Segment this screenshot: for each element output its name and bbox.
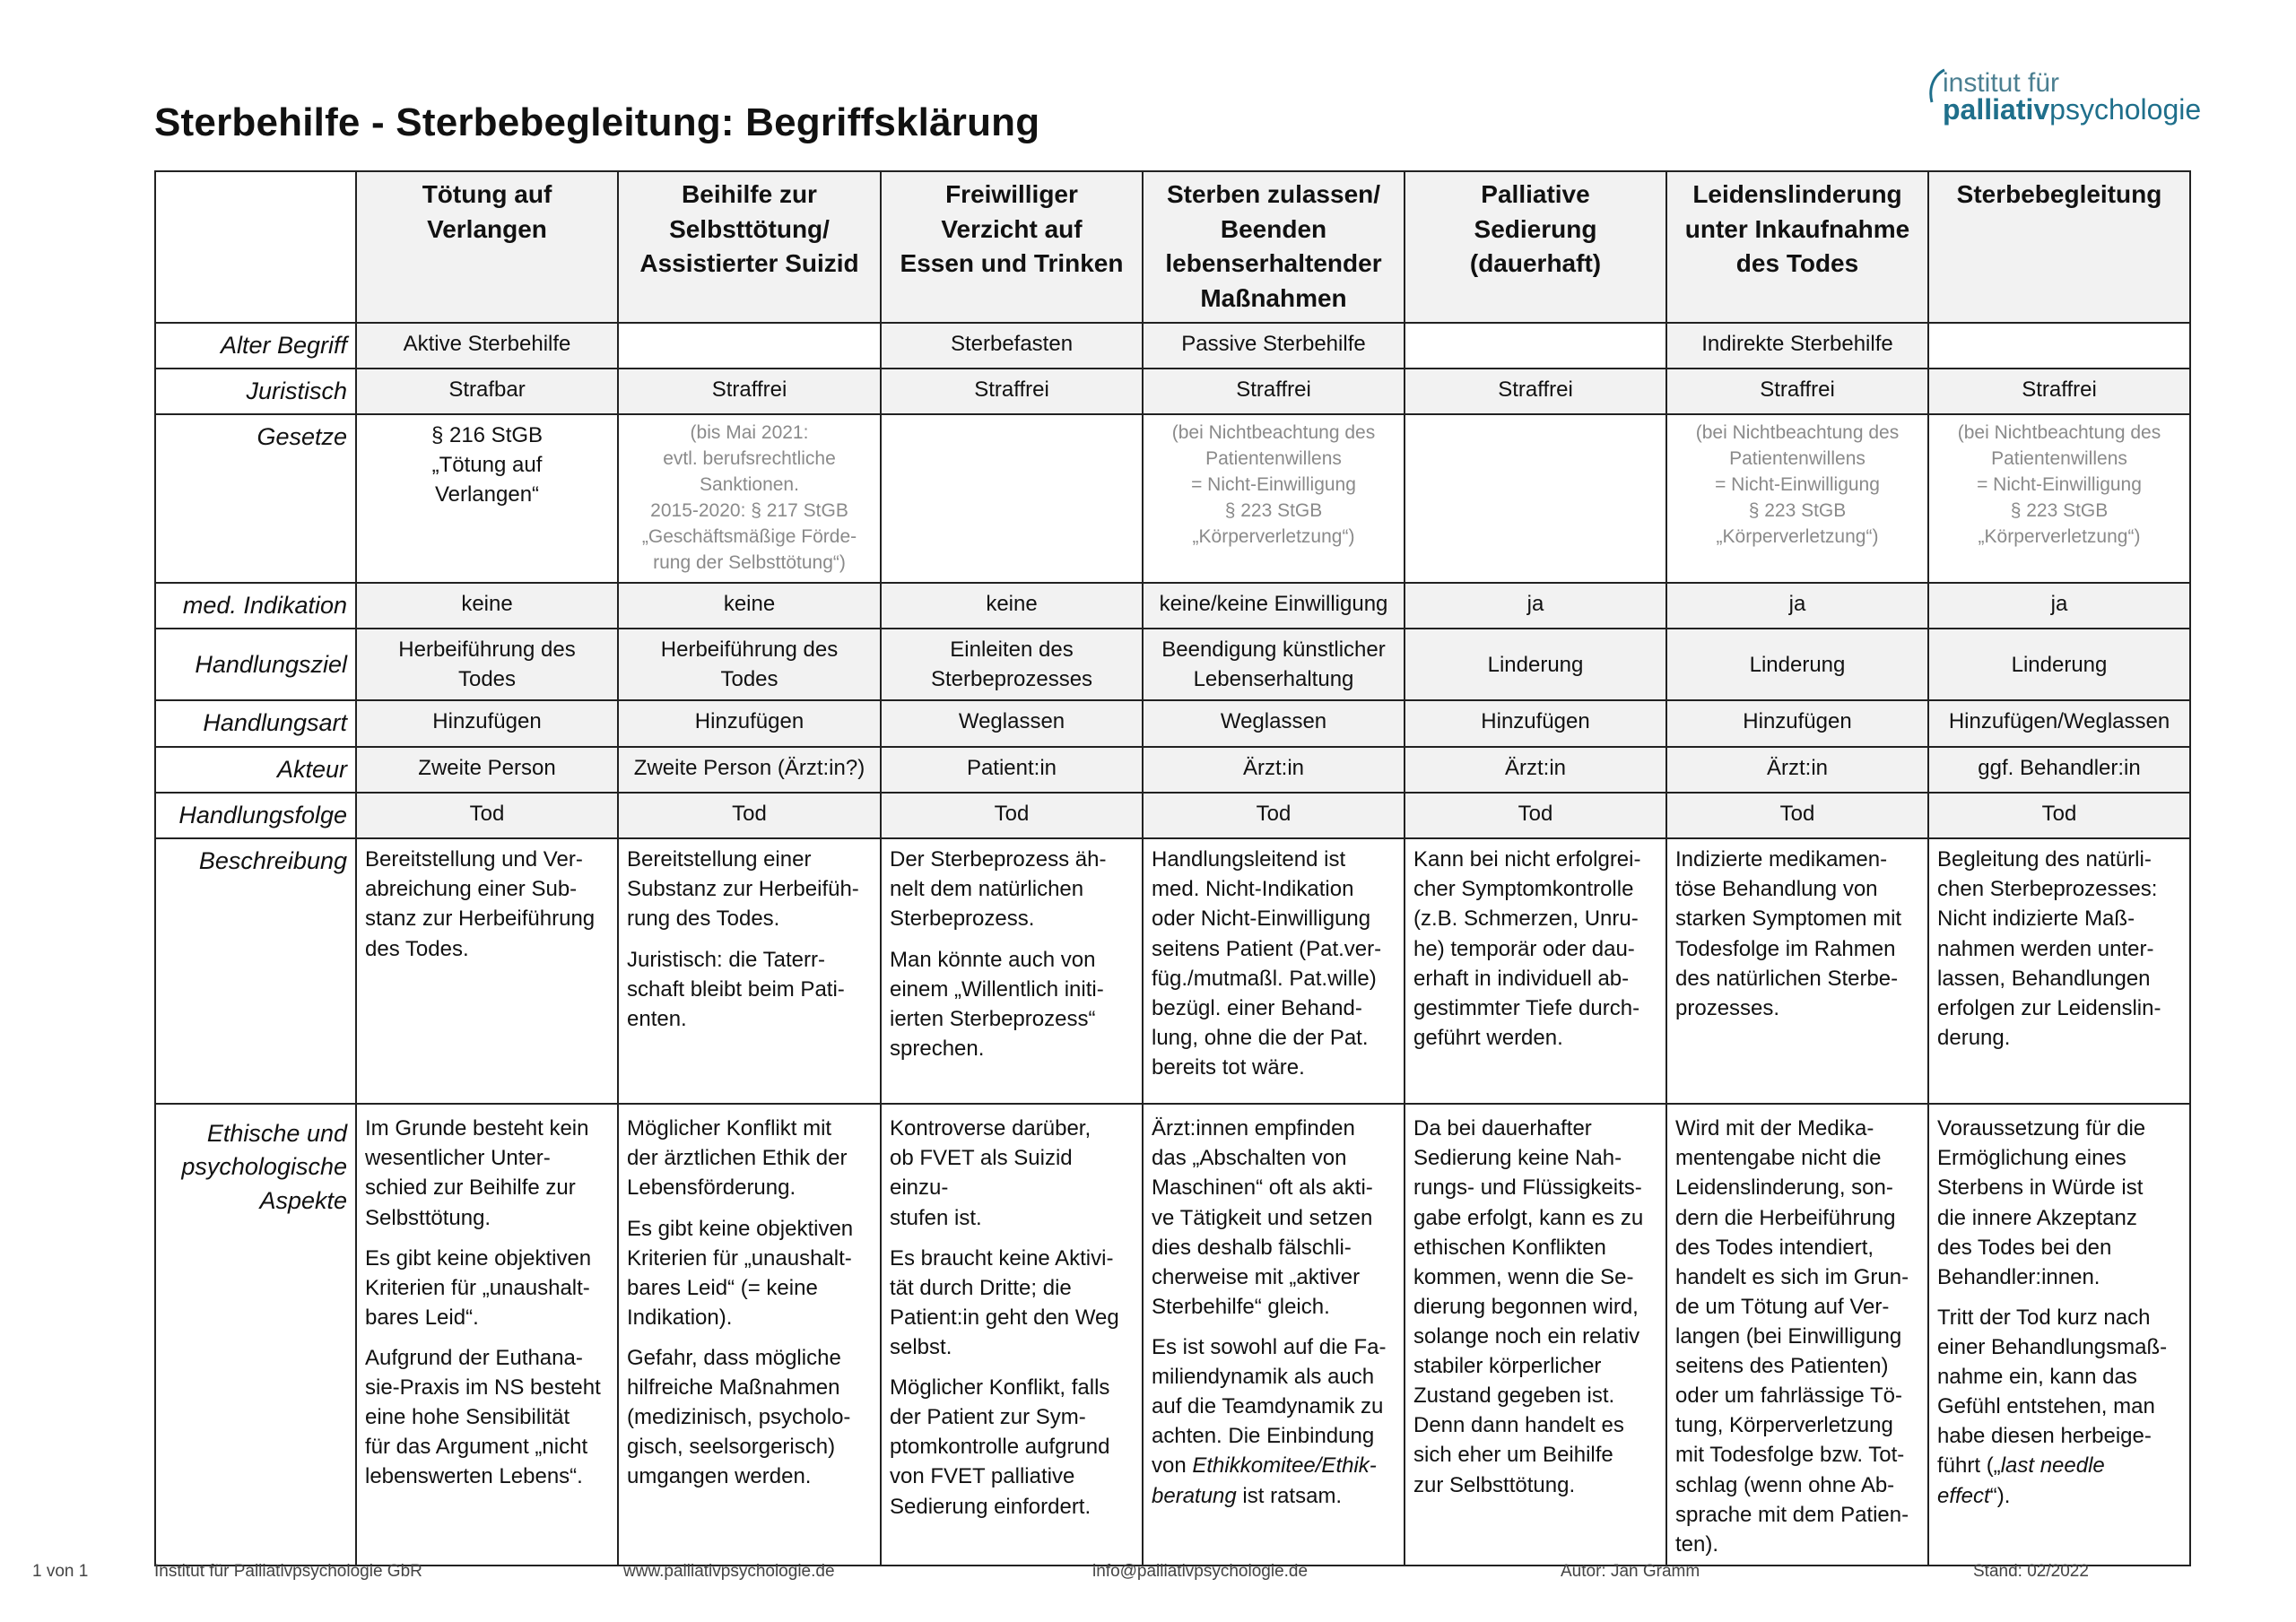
ethics-cell (881, 1104, 1143, 1566)
cell: Linderung (1666, 629, 1928, 700)
cell: ja (1666, 583, 1928, 629)
ethics-cell (1666, 1104, 1928, 1566)
footer-date: Stand: 02/2022 (1973, 1562, 2089, 1581)
cell: § 216 StGB „Tötung auf Verlangen“ (356, 414, 618, 583)
footer-author: Autor: Jan Gramm (1561, 1562, 1700, 1581)
description-cell (881, 838, 1143, 1104)
row-ethik (155, 1104, 2190, 1566)
row-label: Akteur (155, 747, 356, 793)
description-cell (1666, 838, 1928, 1104)
cell: Einleiten des Sterbeprozesses (881, 629, 1143, 700)
cell: Passive Sterbehilfe (1143, 323, 1405, 369)
cell: Weglassen (1143, 700, 1405, 746)
corner-cell (155, 171, 356, 323)
cell: Aktive Sterbehilfe (356, 323, 618, 369)
cell: Indirekte Sterbehilfe (1666, 323, 1928, 369)
col-header: Leidenslinderung unter Inkaufnahme des Todes (1666, 171, 1928, 323)
paragraph: Handlungsleitend ist med. Nicht-Indikation oder Nicht-Einwilligung seitens Patient (Pat.ver- füg./mutmaßl. Pat.wille) bezügl. einer Behand- lung, ohne die der Pat. bereits tot wäre. (1152, 847, 1382, 1080)
paragraph: Möglicher Konflikt, falls der Patient zur Sym- ptomkontrolle aufgrund von FVET palliative Sedierung einfordert. (890, 1375, 1110, 1519)
cell: Hinzufügen (1405, 700, 1666, 746)
cell: Ärzt:in (1405, 747, 1666, 793)
col-header: Sterbebegleitung (1928, 171, 2190, 323)
row-handlungsfolge (155, 793, 2190, 838)
col-header: Palliative Sedierung (dauerhaft) (1405, 171, 1666, 323)
institute-logo (1926, 65, 2205, 129)
paragraph: Juristisch: die Taterr- schaft bleibt beim Pati- enten. (627, 947, 845, 1031)
description-cell (1405, 838, 1666, 1104)
paragraph: Im Grunde besteht kein wesentlicher Unter- schied zur Beihilfe zur Selbsttötung. (365, 1116, 589, 1230)
row-gesetze (155, 414, 2190, 583)
paragraph: Bereitstellung und Ver- abreichung einer Sub- stanz zur Herbeiführung des Todes. (365, 847, 596, 961)
row-label: Juristisch (155, 369, 356, 414)
cell (1405, 414, 1666, 583)
cell: Tod (1405, 793, 1666, 838)
row-label-line: Ethische und (206, 1120, 347, 1148)
cell: Tod (1143, 793, 1405, 838)
cell: Tod (881, 793, 1143, 838)
paragraph: Es gibt keine objektiven Kriterien für „unaushalt- bares Leid“ (= keine Indikation). (627, 1216, 854, 1330)
row-alter-begriff (155, 323, 2190, 369)
paragraph: Es ist sowohl auf die Fa- miliendynamik als auch auf die Teamdynamik zu achten. Die Einbindung von Ethikkomitee/Ethik- beratung ist ratsam. (1152, 1334, 1387, 1508)
paragraph: Gefahr, dass mögliche hilfreiche Maßnahmen (medizinisch, psycholo- gisch, seelsorgerisch) umgangen werden. (627, 1345, 851, 1489)
italic-term: Ethikkomitee/Ethik- beratung (1152, 1453, 1377, 1508)
row-label-ethik (155, 1104, 356, 1566)
row-beschreibung (155, 838, 2190, 1104)
cell: Straffrei (1666, 369, 1928, 414)
cell: Zweite Person (356, 747, 618, 793)
paragraph: Tritt der Tod kurz nach einer Behandlungsmaß- nahme ein, kann das Gefühl entstehen, man habe diesen herbeige- führt („last needle effect“). (1937, 1305, 2168, 1508)
cell: ja (1928, 583, 2190, 629)
cell: Straffrei (618, 369, 881, 414)
cell: Tod (1928, 793, 2190, 838)
ethics-cell (1143, 1104, 1405, 1566)
cell: keine (618, 583, 881, 629)
cell: Herbeiführung des Todes (356, 629, 618, 700)
description-cell (356, 838, 618, 1104)
row-label: Gesetze (155, 414, 356, 583)
cell: Straffrei (881, 369, 1143, 414)
cell: Tod (1666, 793, 1928, 838)
footer-email-link[interactable]: info@palliativpsychologie.de (1092, 1562, 1309, 1581)
paragraph: Indizierte medikamen- töse Behandlung von starken Symptomen mit Todesfolge im Rahmen des natürlichen Sterbe- prozesses. (1675, 847, 1902, 1020)
paragraph: Möglicher Konflikt mit der ärztlichen Ethik der Lebensförderung. (627, 1116, 848, 1201)
concept-table (154, 170, 2191, 1566)
paragraph: Man könnte auch von einem „Willentlich initi- ierten Sterbeprozess“ sprechen. (890, 947, 1104, 1061)
cell: Tod (356, 793, 618, 838)
row-akteur (155, 747, 2190, 793)
row-juristisch (155, 369, 2190, 414)
cell (618, 323, 881, 369)
cell: (bei Nichtbeachtung des Patientenwillens = Nicht-Einwilligung § 223 StGB „Körperverletzung“) (1143, 414, 1405, 583)
cell: Hinzufügen (1666, 700, 1928, 746)
cell: ggf. Behandler:in (1928, 747, 2190, 793)
footer-organization: Institut für Palliativpsychologie GbR (154, 1562, 422, 1581)
logo-rest: psychologie (2049, 93, 2202, 126)
cell: Patient:in (881, 747, 1143, 793)
cell: Tod (618, 793, 881, 838)
cell: keine (356, 583, 618, 629)
logo-line1: institut für (1943, 68, 2060, 98)
row-label: Handlungsfolge (155, 793, 356, 838)
page-title: Sterbehilfe - Sterbebegleitung: Begriffsklärung (154, 100, 1040, 144)
paragraph: Kann bei nicht erfolgrei- cher Symptomkontrolle (z.B. Schmerzen, Unru- he) temporär oder dau- erhaft in individuell ab- gestimmter Tiefe durch- geführt werden. (1413, 847, 1641, 1050)
cell: Hinzufügen/Weglassen (1928, 700, 2190, 746)
row-handlungsziel (155, 629, 2190, 700)
footer-website-link[interactable]: www.palliativpsychologie.de (623, 1562, 835, 1581)
row-label: Beschreibung (155, 838, 356, 1104)
footer-page-number: 1 von 1 (32, 1562, 89, 1581)
ethics-cell (1928, 1104, 2190, 1566)
logo-bold: palliativ (1943, 93, 2050, 126)
paragraph: Es gibt keine objektiven Kriterien für „unaushalt- bares Leid“. (365, 1245, 592, 1330)
cell: Straffrei (1405, 369, 1666, 414)
col-header: Beihilfe zur Selbsttötung/ Assistierter Suizid (618, 171, 881, 323)
cell: Ärzt:in (1666, 747, 1928, 793)
header-row (155, 171, 2190, 323)
row-label-line: psychologische (181, 1153, 347, 1181)
row-med-indikation (155, 583, 2190, 629)
row-label: med. Indikation (155, 583, 356, 629)
row-label-line: Aspekte (259, 1186, 347, 1214)
cell: Ärzt:in (1143, 747, 1405, 793)
cell: Beendigung künstlicher Lebenserhaltung (1143, 629, 1405, 700)
row-label: Handlungsart (155, 700, 356, 746)
cell: (bis Mai 2021: evtl. berufsrechtliche Sanktionen. 2015-2020: § 217 StGB „Geschäftsmäßige Förde- rung der Selbsttötung“) (618, 414, 881, 583)
cell: Hinzufügen (618, 700, 881, 746)
cell (881, 414, 1143, 583)
description-cell (618, 838, 881, 1104)
paragraph: Der Sterbeprozess äh- nelt dem natürlichen Sterbeprozess. (890, 847, 1107, 932)
paragraph: Ärzt:innen empfinden das „Abschalten von Maschinen“ oft als akti- ve Tätigkeit und setzen dies deshalb fälschli- cherweise mit „aktiver Sterbehilfe“ gleich. (1152, 1116, 1373, 1319)
cell: (bei Nichtbeachtung des Patientenwillens = Nicht-Einwilligung § 223 StGB „Körperverletzung“) (1928, 414, 2190, 583)
paragraph: Da bei dauerhafter Sedierung keine Nah- rungs- und Flüssigkeits- gabe erfolgt, kann es zu ethischen Konflikten kommen, wenn die Se- dierung begonnen wird, solange noch ein relativ stabiler körperlicher Zustand gegeben ist. Denn dann handelt es sich eher um Beihilfe zur Selbsttötung. (1413, 1116, 1644, 1497)
cell: Sterbefasten (881, 323, 1143, 369)
cell: Straffrei (1143, 369, 1405, 414)
cell: Weglassen (881, 700, 1143, 746)
paragraph: Voraussetzung für die Ermöglichung eines Sterbens in Würde ist die innere Akzeptanz des Todes bei den Behandler:innen. (1937, 1116, 2146, 1289)
cell: Herbeiführung des Todes (618, 629, 881, 700)
ethics-cell (1405, 1104, 1666, 1566)
cell: Straffrei (1928, 369, 2190, 414)
paragraph: Wird mit der Medika- mentengabe nicht die Leidenslinderung, son- dern die Herbeiführung des Todes intendiert, handelt es sich im Grun- de um Tötung auf Ver- langen (bei Einwilligung seitens des Patienten) oder um fahrlässige Tö- tung, Körperverletzung mit Todesfolge bzw. Tot- schlag (wenn ohne Ab- sprache mit dem Patien- ten). (1675, 1116, 1909, 1557)
cell: ja (1405, 583, 1666, 629)
logo-line2 (1943, 93, 2201, 126)
ethics-cell (356, 1104, 618, 1566)
ethics-cell (618, 1104, 881, 1566)
paragraph: Kontroverse darüber, ob FVET als Suizid einzu- stufen ist. (890, 1116, 1091, 1230)
cell: keine (881, 583, 1143, 629)
cell (1928, 323, 2190, 369)
description-cell (1928, 838, 2190, 1104)
description-cell (1143, 838, 1405, 1104)
paragraph: Begleitung des natürli- chen Sterbeprozesses: Nicht indizierte Maß- nahmen werden unter- lassen, Behandlungen erfolgen zur Leidenslin- derung. (1937, 847, 2161, 1050)
col-header: Freiwilliger Verzicht auf Essen und Trinken (881, 171, 1143, 323)
italic-term: last needle effect (1937, 1453, 2105, 1508)
paragraph: Bereitstellung einer Substanz zur Herbeifüh- rung des Todes. (627, 847, 859, 932)
row-label: Alter Begriff (155, 323, 356, 369)
cell: Hinzufügen (356, 700, 618, 746)
cell: Linderung (1405, 629, 1666, 700)
row-handlungsart (155, 700, 2190, 746)
cell: Zweite Person (Ärzt:in?) (618, 747, 881, 793)
cell: Strafbar (356, 369, 618, 414)
col-header: Tötung auf Verlangen (356, 171, 618, 323)
paragraph: Es braucht keine Aktivi- tät durch Dritte; die Patient:in geht den Weg selbst. (890, 1245, 1119, 1359)
cell: (bei Nichtbeachtung des Patientenwillens = Nicht-Einwilligung § 223 StGB „Körperverletzung“) (1666, 414, 1928, 583)
col-header: Sterben zulassen/ Beenden lebenserhaltender Maßnahmen (1143, 171, 1405, 323)
row-label: Handlungsziel (155, 629, 356, 700)
paragraph: Aufgrund der Euthana- sie-Praxis im NS besteht eine hohe Sensibilität für das Argument „nicht lebenswerten Lebens“. (365, 1345, 601, 1489)
cell: keine/keine Einwilligung (1143, 583, 1405, 629)
cell: Linderung (1928, 629, 2190, 700)
cell (1405, 323, 1666, 369)
